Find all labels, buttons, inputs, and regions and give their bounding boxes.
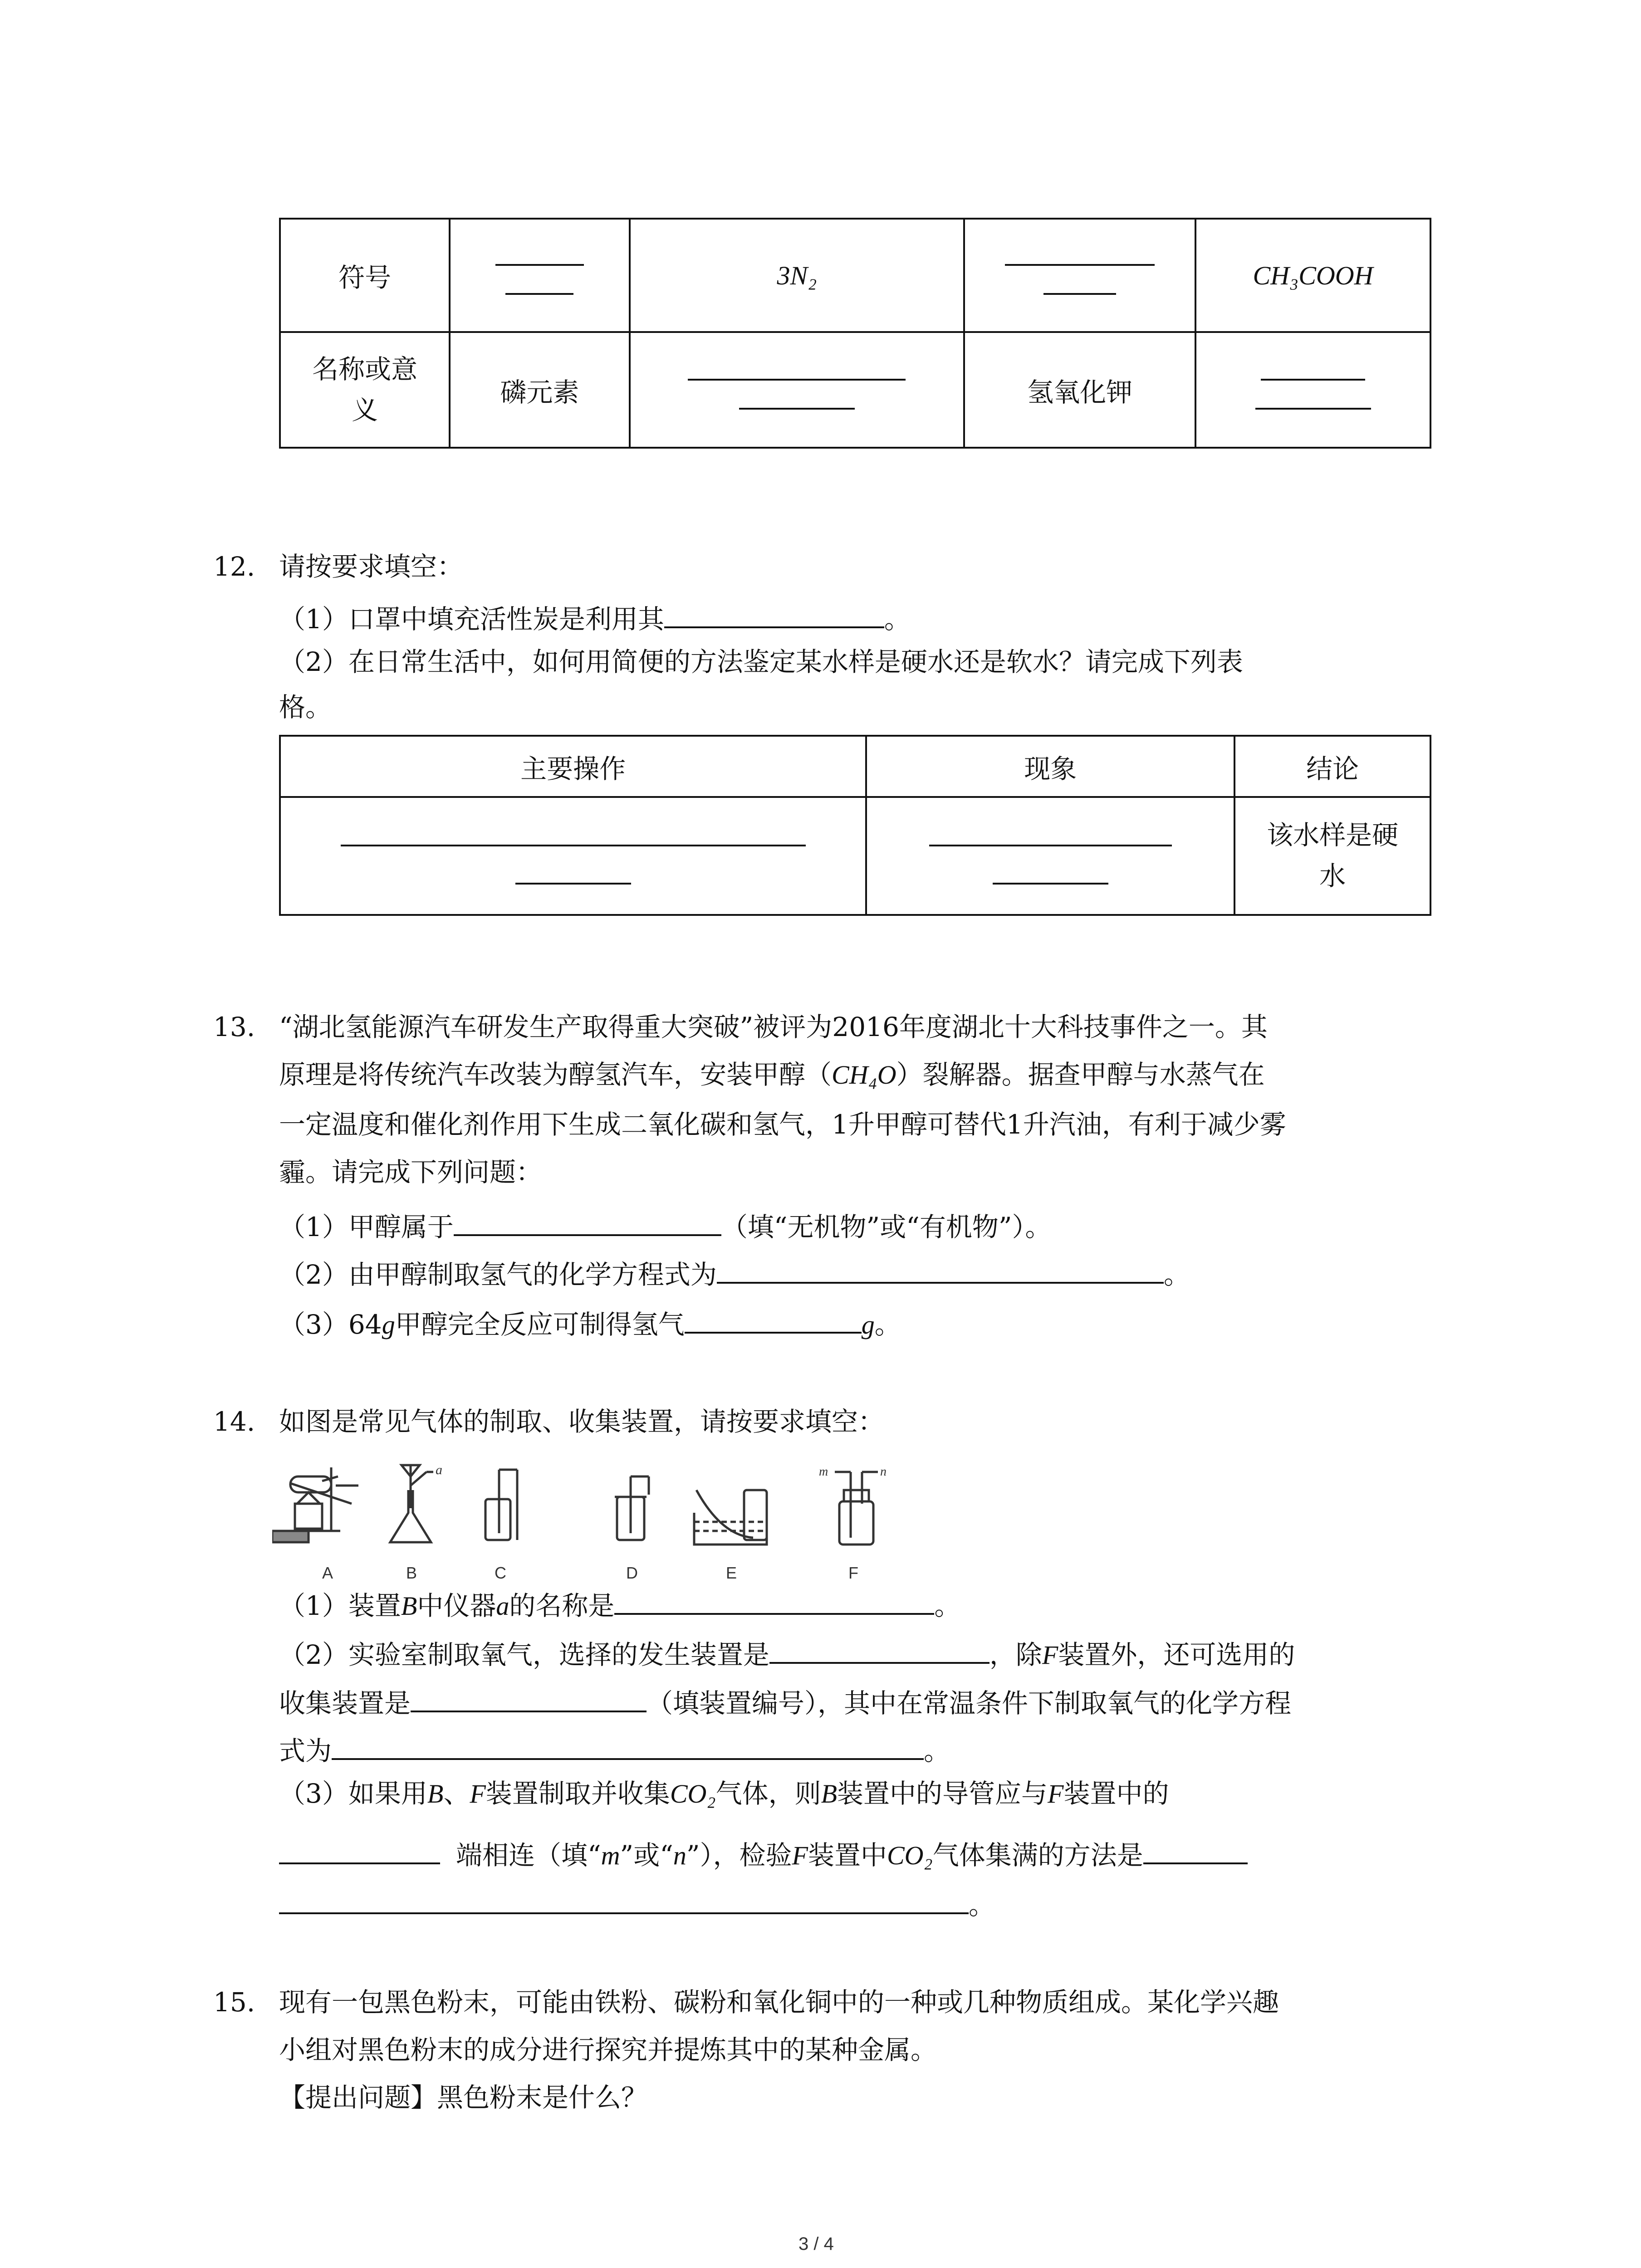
- q13-part2-blank[interactable]: [717, 1256, 1164, 1284]
- q14-part2-line2: 收集装置是 （填装置编号），其中在常温条件下制取氧气的化学方程: [279, 1685, 1291, 1716]
- q15-line2: 小组对黑色粉末的成分进行探究并提炼其中的某种金属。: [279, 2034, 937, 2065]
- q14-part2-blank2[interactable]: [411, 1685, 647, 1712]
- q14-part2-blank1[interactable]: [769, 1637, 989, 1664]
- table1-symbol-3n2: 3N₂: [630, 219, 965, 332]
- apparatus-label-e: E: [726, 1564, 737, 1582]
- q14-number: 14.: [213, 1406, 255, 1437]
- q12-prompt: 请按要求填空：: [279, 551, 464, 582]
- q12-table-header-phenomenon: 现象: [866, 736, 1234, 797]
- page-number: 3 / 4: [798, 2234, 834, 2254]
- table1-blank-r1c3[interactable]: [964, 219, 1195, 332]
- gas-apparatus-figure: [272, 1458, 907, 1585]
- table1-row1-label: 符号: [280, 219, 450, 332]
- q12-part1-blank[interactable]: [664, 601, 884, 628]
- q13-part2: （2）由甲醇制取氢气的化学方程式为 。: [279, 1256, 1190, 1288]
- q14-part3-blank1[interactable]: [279, 1837, 440, 1864]
- table1-phosphorus-element: 磷元素: [450, 332, 629, 448]
- q14-prompt: 如图是常见气体的制取、收集装置，请按要求填空：: [279, 1406, 885, 1437]
- q12-part2-line1: （2）在日常生活中，如何用简便的方法鉴定某水样是硬水还是软水？请完成下列表: [279, 646, 1243, 677]
- q12-table-header-conclusion: 结论: [1234, 736, 1430, 797]
- symbol-name-table: [279, 218, 1431, 449]
- q14-part3-line2: 端相连（填“m”或“n”），检验F装置中CO₂气体集满的方法是: [279, 1837, 1248, 1869]
- q14-part3-blank3[interactable]: [279, 1887, 969, 1914]
- q13-part3-blank[interactable]: [685, 1306, 862, 1334]
- apparatus-d-icon: [615, 1476, 649, 1540]
- table1-row2-label: 名称或意义: [280, 332, 450, 448]
- q13-line3: 一定温度和催化剂作用下生成二氧化碳和氢气，1升甲醇可替代1升汽油，有利于减少雾: [279, 1109, 1286, 1140]
- apparatus-label-a: A: [322, 1564, 333, 1582]
- q14-part3-line1: （3）如果用B、F装置制取并收集CO₂气体，则B装置中的导管应与F装置中的: [279, 1778, 1169, 1809]
- apparatus-label-c: C: [495, 1564, 506, 1582]
- q13-part3: （3）64g甲醇完全反应可制得氢气 g。: [279, 1306, 901, 1338]
- table1-blank-r1c1[interactable]: [450, 219, 629, 332]
- q13-line1: “湖北氢能源汽车研发生产取得重大突破”被评为2016年度湖北十大科技事件之一。其: [279, 1012, 1268, 1042]
- q15-line1: 现有一包黑色粉末，可能由铁粉、碳粉和氧化铜中的一种或几种物质组成。某化学兴趣: [279, 1987, 1279, 2018]
- q14-part3-blank2[interactable]: [1143, 1837, 1248, 1864]
- table1-blank-r2c4[interactable]: [1195, 332, 1430, 448]
- table1-blank-r2c2[interactable]: [630, 332, 965, 448]
- q15-line3: 【提出问题】黑色粉末是什么？: [279, 2082, 648, 2113]
- apparatus-b-icon: [390, 1465, 433, 1542]
- apparatus-label-d: D: [626, 1564, 638, 1582]
- apparatus-label-f: F: [848, 1564, 858, 1582]
- q13-line4: 霾。请完成下列问题：: [279, 1157, 543, 1188]
- q12-table-phenomenon-blank[interactable]: [866, 797, 1234, 915]
- q12-part1: （1）口罩中填充活性炭是利用其 。: [279, 601, 911, 632]
- q14-part1-blank[interactable]: [614, 1588, 934, 1615]
- q13-number: 13.: [213, 1012, 255, 1042]
- q12-part2-line2: 格。: [279, 692, 332, 723]
- hard-water-table: [279, 735, 1431, 916]
- q12-table-conclusion: 该水样是硬水: [1234, 797, 1430, 915]
- apparatus-c-icon: [485, 1470, 517, 1540]
- q14-part2-line3: 式为 。: [279, 1733, 950, 1764]
- apparatus-e-icon: [694, 1490, 767, 1545]
- q14-part2-line1: （2）实验室制取氧气，选择的发生装置是 ，除F装置外，还可选用的: [279, 1637, 1295, 1668]
- q13-line2: 原理是将传统汽车改装为醇氢汽车，安装甲醇（CH₄O）裂解器。据查甲醇与水蒸气在: [279, 1059, 1265, 1090]
- q12-table-operation-blank[interactable]: [280, 797, 866, 915]
- q14-part2-blank3[interactable]: [332, 1733, 924, 1760]
- q14-part1: （1）装置B中仪器a的名称是 。: [279, 1588, 960, 1619]
- table1-symbol-ch3cooh: CH₃COOH: [1195, 219, 1430, 332]
- apparatus-label-b: B: [406, 1564, 417, 1582]
- q14-part3-line3: 。: [279, 1887, 995, 1918]
- apparatus-f-label-n: n: [880, 1465, 887, 1479]
- q12-number: 12.: [213, 551, 255, 582]
- q15-number: 15.: [213, 1987, 255, 2018]
- apparatus-f-icon: [835, 1472, 878, 1545]
- q13-part1: （1）甲醇属于 （填“无机物”或“有机物”）。: [279, 1209, 1052, 1240]
- q13-part1-blank[interactable]: [454, 1209, 721, 1236]
- apparatus-f-label-m: m: [819, 1465, 828, 1479]
- table1-potassium-hydroxide: 氢氧化钾: [964, 332, 1195, 448]
- q12-table-header-operation: 主要操作: [280, 736, 866, 797]
- apparatus-a-icon: [272, 1467, 358, 1542]
- apparatus-b-label-a: a: [436, 1462, 442, 1477]
